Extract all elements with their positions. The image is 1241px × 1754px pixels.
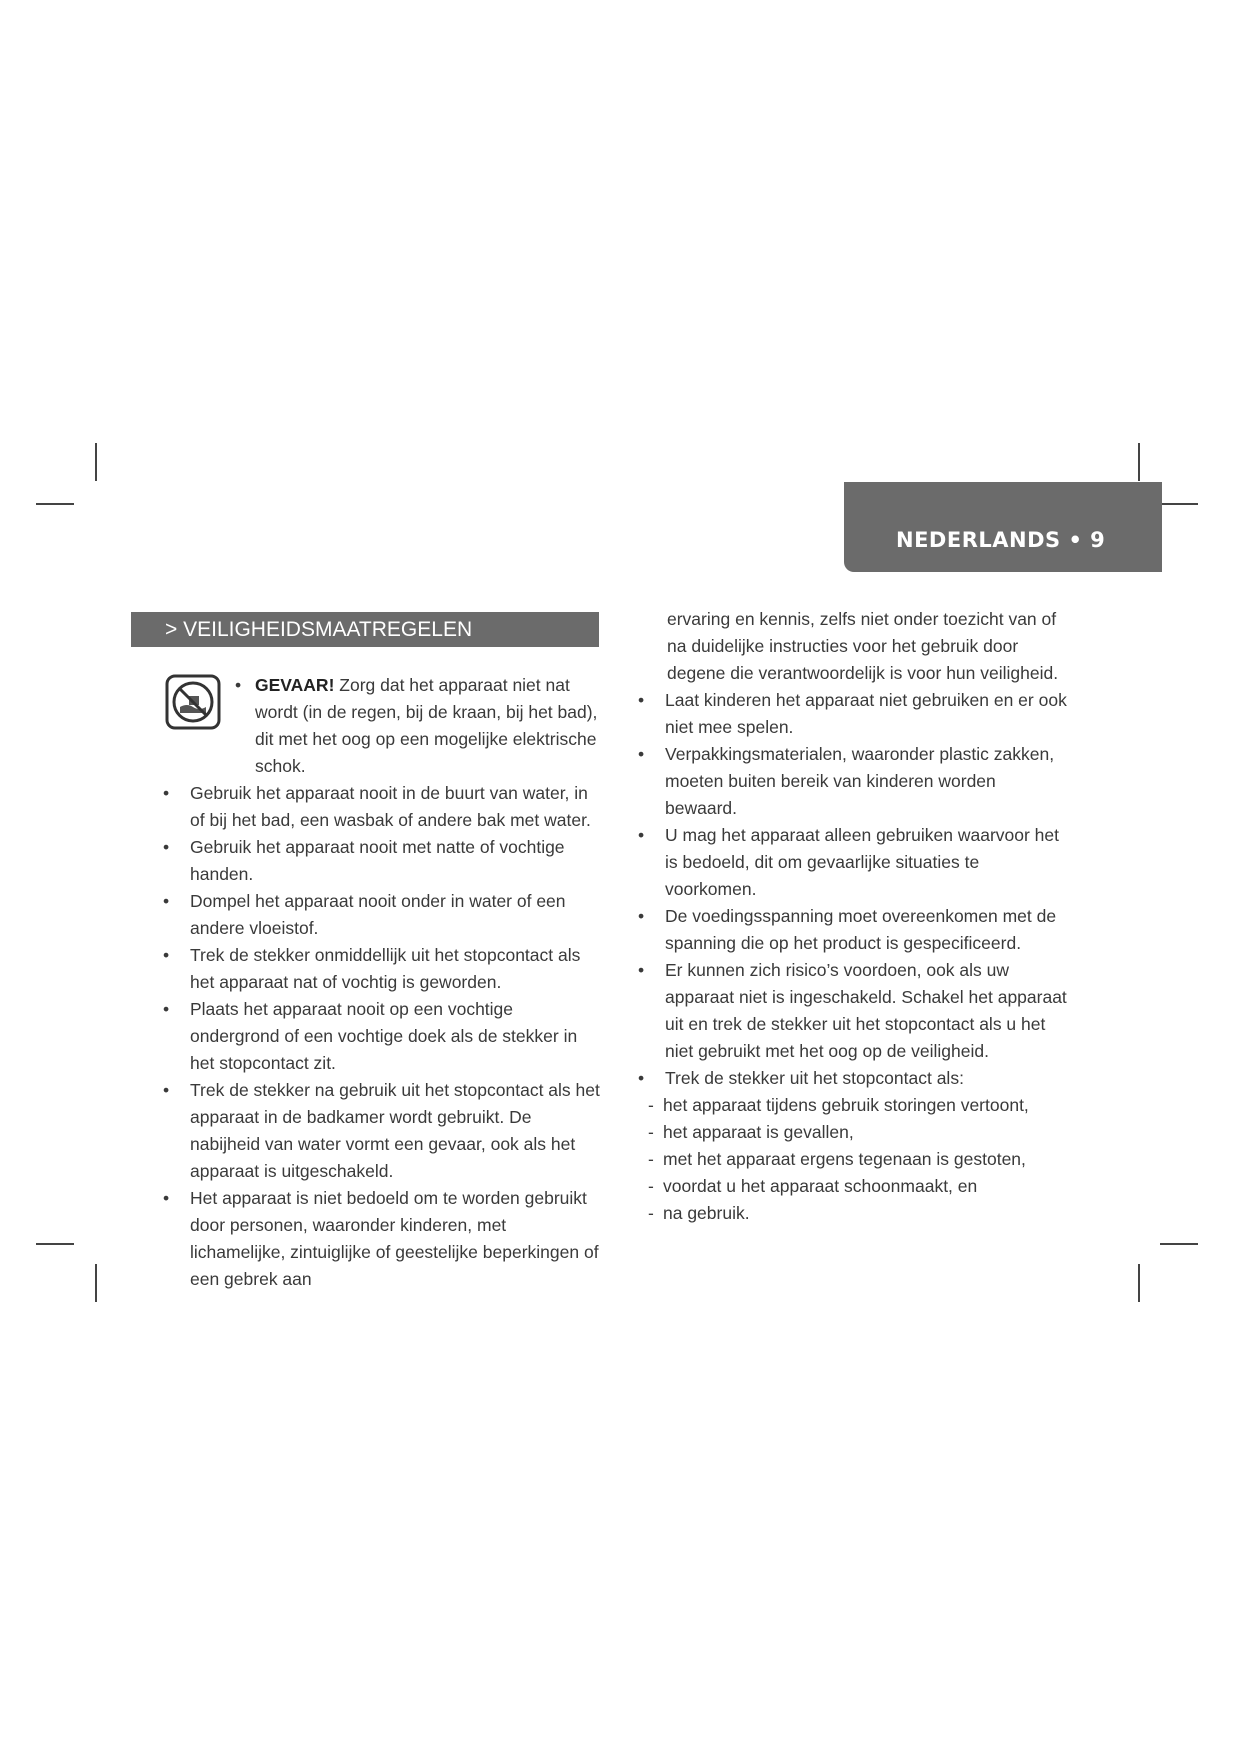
section-title: > VEILIGHEIDSMAATREGELEN bbox=[165, 618, 473, 641]
list-item-text: De voedingsspanning moet overeenkomen met de spanning die op het product is gespecificeerd. bbox=[665, 906, 1057, 953]
list-item-text: Gebruik het apparaat nooit met natte of vochtige handen. bbox=[190, 837, 565, 884]
bullet-glyph: • bbox=[163, 1080, 170, 1100]
dash-list bbox=[638, 1092, 1068, 1227]
list-item bbox=[163, 834, 603, 888]
danger-bullet: • bbox=[235, 675, 242, 695]
dash-item-text: het apparaat is gevallen, bbox=[663, 1122, 854, 1142]
dash-item-text: met het apparaat ergens tegenaan is gestoten, bbox=[663, 1149, 1026, 1169]
list-item bbox=[638, 687, 1068, 741]
dash-item bbox=[638, 1146, 1068, 1173]
list-item-text: Er kunnen zich risico’s voordoen, ook als uw apparaat niet is ingeschakeld. Schakel het apparaat uit en trek de stekker uit het stopcontact als u het niet gebruikt met het oog op de veiligheid. bbox=[665, 960, 1067, 1061]
dash-item bbox=[638, 1200, 1068, 1227]
dash-item-text: na gebruik. bbox=[663, 1203, 750, 1223]
list-item bbox=[638, 903, 1068, 957]
bullet-glyph: • bbox=[163, 891, 170, 911]
danger-text bbox=[235, 672, 603, 780]
list-item bbox=[163, 888, 603, 942]
list-item bbox=[163, 1077, 603, 1185]
left-bullet-list bbox=[163, 780, 603, 1293]
list-item bbox=[163, 996, 603, 1077]
dash-glyph: - bbox=[648, 1176, 654, 1196]
left-column bbox=[163, 672, 603, 1293]
list-item-text: Het apparaat is niet bedoeld om te worden gebruikt door personen, waaronder kinderen, met lichamelijke, zintuiglijke of geestelijke beperkingen of een gebrek aan bbox=[190, 1188, 599, 1289]
continued-text: ervaring en kennis, zelfs niet onder toezicht van of na duidelijke instructies voor het gebruik door degene die verantwoordelijk is voor hun veiligheid. bbox=[667, 609, 1059, 683]
bullet-glyph: • bbox=[638, 1068, 645, 1088]
bullet-glyph: • bbox=[163, 1188, 170, 1208]
bullet-glyph: • bbox=[638, 744, 645, 764]
crop-mark bbox=[1160, 503, 1198, 505]
dash-glyph: - bbox=[648, 1122, 654, 1142]
list-item-text: Trek de stekker uit het stopcontact als: bbox=[665, 1068, 964, 1088]
danger-warning bbox=[163, 672, 603, 780]
bullet-glyph: • bbox=[163, 783, 170, 803]
list-item-text: Gebruik het apparaat nooit in de buurt van water, in of bij het bad, een wasbak of andere bak met water. bbox=[190, 783, 591, 830]
bullet-glyph: • bbox=[163, 837, 170, 857]
danger-label: GEVAAR! bbox=[255, 675, 335, 695]
list-item-text: Laat kinderen het apparaat niet gebruiken en er ook niet mee spelen. bbox=[665, 690, 1067, 737]
list-item bbox=[638, 822, 1068, 903]
right-bullet-list bbox=[638, 687, 1068, 1092]
bullet-glyph: • bbox=[638, 906, 645, 926]
dash-item-text: voordat u het apparaat schoonmaakt, en bbox=[663, 1176, 978, 1196]
dash-glyph: - bbox=[648, 1203, 654, 1223]
crop-mark bbox=[1138, 443, 1140, 481]
list-item bbox=[638, 1065, 1068, 1092]
crop-mark bbox=[36, 503, 74, 505]
dash-item bbox=[638, 1173, 1068, 1200]
right-column bbox=[638, 606, 1068, 1227]
bullet-glyph: • bbox=[638, 690, 645, 710]
list-item-text: Trek de stekker na gebruik uit het stopcontact als het apparaat in de badkamer wordt gebruikt. De nabijheid van water vormt een gevaar, ook als het apparaat is uitgeschakeld. bbox=[190, 1080, 600, 1181]
crop-mark bbox=[36, 1243, 74, 1245]
list-item bbox=[163, 942, 603, 996]
dash-glyph: - bbox=[648, 1149, 654, 1169]
dash-item-text: het apparaat tijdens gebruik storingen vertoont, bbox=[663, 1095, 1029, 1115]
list-item bbox=[638, 957, 1068, 1065]
page-header-tab bbox=[844, 482, 1162, 572]
list-item bbox=[163, 780, 603, 834]
dash-item bbox=[638, 1119, 1068, 1146]
list-item-text: Verpakkingsmaterialen, waaronder plastic zakken, moeten buiten bereik van kinderen worden bewaard. bbox=[665, 744, 1055, 818]
danger-body: Zorg dat het apparaat niet nat wordt (in de regen, bij de kraan, bij het bad), dit met het oog op een mogelijke elektrische schok. bbox=[255, 675, 598, 776]
bullet-glyph: • bbox=[163, 999, 170, 1019]
bullet-glyph: • bbox=[163, 945, 170, 965]
list-item-text: Trek de stekker onmiddellijk uit het stopcontact als het apparaat nat of vochtig is geworden. bbox=[190, 945, 581, 992]
crop-mark bbox=[1138, 1264, 1140, 1302]
list-item-text: Dompel het apparaat nooit onder in water of een andere vloeistof. bbox=[190, 891, 566, 938]
crop-mark bbox=[1160, 1243, 1198, 1245]
no-water-icon bbox=[165, 674, 221, 730]
page-label: NEDERLANDS • 9 bbox=[896, 528, 1106, 552]
crop-mark bbox=[95, 1264, 97, 1302]
bullet-glyph: • bbox=[638, 960, 645, 980]
list-item-text: U mag het apparaat alleen gebruiken waarvoor het is bedoeld, dit om gevaarlijke situaties te voorkomen. bbox=[665, 825, 1059, 899]
crop-mark bbox=[95, 443, 97, 481]
dash-glyph: - bbox=[648, 1095, 654, 1115]
list-item bbox=[638, 741, 1068, 822]
list-item-text: Plaats het apparaat nooit op een vochtige ondergrond of een vochtige doek als de stekker in het stopcontact zit. bbox=[190, 999, 578, 1073]
dash-item bbox=[638, 1092, 1068, 1119]
list-item bbox=[163, 1185, 603, 1293]
section-title-bar bbox=[131, 612, 599, 647]
bullet-glyph: • bbox=[638, 825, 645, 845]
